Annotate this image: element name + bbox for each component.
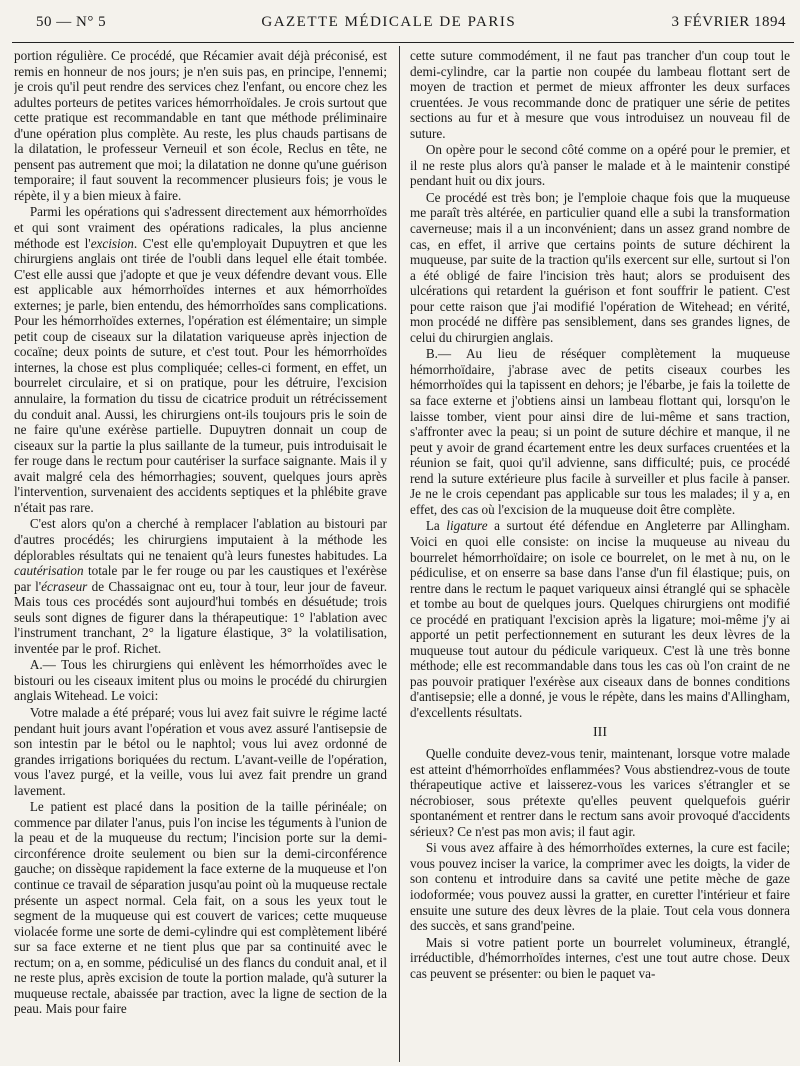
journal-title: GAZETTE MÉDICALE DE PARIS	[261, 14, 517, 30]
emphasis: cautérisation	[14, 563, 84, 579]
paragraph: C'est alors qu'on a cherché à remplacer l'ablation au bistouri par d'autres procédés; les chirurgiens imputaient à la méthode les déplorables résultats qui ne tenaient qu'à leurs funestes habitudes. La cautérisation totale par le fer rouge ou par les caustiques et l'exérèse par l'écraseur de Chassaignac ont eu, tour à tour, leur jour de faveur. Mais tous ces procédés sont aujourd'hui tombés en désuétude; trois seuls sont dignes de figurer dans la thérapeutique: 1° l'ablation avec l'instrument tranchant, 2° la ligature élastique, 3° la volatilisation, inventée par le prof. Richet.	[14, 516, 387, 656]
paragraph: Votre malade a été préparé; vous lui avez fait suivre le régime lacté pendant huit jours avant l'opération et vous avez assuré l'antisepsie de son intestin par le bétol ou le naphtol; vous lui avez ordonné de grandes irrigations boriquées du rectum. L'avant-veille de l'opération, vous l'avez purgé, et la veille, vous lui avez fait prendre un grand lavement.	[14, 704, 387, 798]
paragraph: portion régulière. Ce procédé, que Récamier avait déjà préconisé, est remis en honneur de nos jours; je n'en suis pas, en principe, l'ennemi; je crois qu'il peut rendre des services chez l'enfant, ou encore chez les adultes porteurs de petites varices hémorrhoïdales. Je crois surtout que cette pratique est recommandable en tant que méthode préliminaire d'une opération plus complète. Au reste, les plus chauds partisans de la dilatation, le professeur Verneuil et son école, Reclus en tête, ne pensent pas autrement que moi; la dilatation ne donne qu'une guérison temporaire; il faut souvent la recommencer plusieurs fois; je vous le répète, il y a bien mieux à faire.	[14, 48, 387, 203]
emphasis: ligature	[446, 518, 488, 534]
paragraph: Mais si votre patient porte un bourrelet volumineux, étranglé, irréductible, d'hémorrhoïdes internes, c'est une tout autre chose. Deux cas peuvent se présenter: ou bien le paquet va-	[410, 934, 790, 981]
paragraph: Le patient est placé dans la position de la taille périnéale; on commence par dilater l'anus, puis l'on incise les téguments à l'union de la peau et de la muqueuse du rectum; l'incision porte sur la demi-circonférence droite seulement ou bien sur la demi-circonférence gauche; on dissèque rapidement la face externe de la muqueuse et l'on continue ce travail de séparation jusqu'au point où la muqueuse rectale présente un aspect normal. Cela fait, on a sous les yeux tout le segment de la muqueuse qui est couvert de varices; cette muqueuse violacée forme une sorte de demi-cylindre qui est complètement libéré sur sa face externe et ne tient plus que par sa continuité avec le rectum; on a, en somme, pédiculisé un des flancs du conduit anal, et il ne reste plus, après excision de toute la portion malade, qu'à suturer la muqueuse rectale, abaissée par traction, avec la ligne de section de la peau. Mais pour faire	[14, 799, 387, 1017]
paragraph: La ligature a surtout été défendue en Angleterre par Allingham. Voici en quoi elle consiste: on incise la muqueuse au niveau du bourrelet hémorrhoïdaire; on isole ce bourrelet, on le met à nu, on le pédiculise, et on enserre sa base dans l'anse d'un fil élastique; puis, on rentre dans le rectum le paquet variqueux ainsi étranglé qui se sphacèle et tombe au bout de quelques jours. Quelques chirurgiens ont modifié ce procédé en pratiquant l'excision après la ligature; moi-même j'y ai apporté un petit perfectionnement en suturant les deux lèvres de la muqueuse tout autour du pédicule variqueux. C'est là une très bonne méthode; elle est recommandable dans tous les cas où l'on craint de ne pas pouvoir pratiquer l'exérèse aux ciseaux dans de bonnes conditions d'antisepsie; elle a donné, je vous le répète, dans les mains d'Allingham, d'excellents résultats.	[410, 518, 790, 720]
emphasis: excision	[90, 235, 134, 251]
paragraph: A.— Tous les chirurgiens qui enlèvent les hémorrhoïdes avec le bistouri ou les ciseaux imitent plus ou moins le procédé du chirurgien anglais Witehead. Le voici:	[14, 657, 387, 704]
right-column	[410, 48, 790, 1060]
paragraph: cette suture commodément, il ne faut pas trancher d'un coup tout le demi-cylindre, car la partie non coupée du lambeau flottant sert de moyen de traction et permet de mieux affronter les deux surfaces cruentées. Je vous recommande donc de pratiquer une série de petites sections au fur et à mesure que vous introduisez un nouveau fil de suture.	[410, 48, 790, 141]
paragraph: Ce procédé est très bon; je l'emploie chaque fois que la muqueuse me paraît très altérée, en particulier quand elle a subi la transformation caverneuse; mais il a un inconvénient; dans un assez grand nombre de cas, en effet, il arrive que certains points de suture déchirent la muqueuse, par suite de la traction qu'ils exercent sur elle, surtout si l'on a été obligé de faire l'incision très haut; alors se produisent des ulcérations qui retardent la guérison et font souffrir le patient. C'est pour cette raison que j'ai modifié l'opération de Witehead; en vérité, mon procédé ne diffère pas sensiblement, dans ses grandes lignes, de celui du chirurgien anglais.	[410, 189, 790, 345]
header-rule	[12, 42, 794, 43]
paragraph: Si vous avez affaire à des hémorrhoïdes externes, la cure est facile; vous pouvez inciser la varice, la comprimer avec les doigts, la vider de son contenu et introduire dans sa cavité une petite mèche de gaze iodoformée; vous pouvez aussi la gratter, en curetter l'intérieur et faire ensuite une suture des deux lèvres de la plaie. Tout cela vous donnera des succès, et sans grand'peine.	[410, 840, 790, 934]
issue-date: 3 FÉVRIER 1894	[671, 14, 786, 30]
page-header	[36, 14, 786, 40]
left-column	[14, 48, 387, 1060]
paragraph: B.— Au lieu de réséquer complètement la muqueuse hémorrhoïdaire, j'abrase avec de petits ciseaux courbes les hémorrhoïdes qui la tapissent en dehors; je l'ébarbe, je fais la toilette de sa face externe et j'obtiens ainsi un lambeau flottant qui, lorsqu'on le laisse tomber, vient pour ainsi dire de lui-même et sans traction, s'affronter avec la peau; si un point de suture déchire et manque, il ne peut y avoir de grand écartement entre les deux surfaces cruentées et la réunion se fait, quoi qu'il advienne, sans difficulté; puis, ce procédé rend la suture extérieure plus facile à surveiller et plus facile à panser. Je ne le crois cependant pas applicable sur tous les malades; il y a, en effet, des cas où l'excision de la muqueuse doit être complète.	[410, 346, 790, 517]
page-number: 50 — N° 5	[36, 14, 107, 30]
emphasis: écraseur	[41, 578, 88, 594]
paragraph: On opère pour le second côté comme on a opéré pour le premier, et il ne reste plus alors qu'à panser le malade et à le maintenir constipé pendant huit ou dix jours.	[410, 142, 790, 189]
paragraph: Quelle conduite devez-vous tenir, maintenant, lorsque votre malade est atteint d'hémorrhoïdes enflammées? Vous abstiendrez-vous de toute thérapeutique active et laisserez-vous les varices s'étrangler et se nécrobioser, sous prétexte qu'elles peuvent quelquefois guérir spontanément et rentrer dans le rectum sans avoir provoqué d'accidents sérieux? Ce n'est pas mon avis; il faut agir.	[410, 746, 790, 839]
paragraph: Parmi les opérations qui s'adressent directement aux hémorrhoïdes et qui sont vraiment des opérations radicales, la plus ancienne méthode est l'excision. C'est elle qu'employait Dupuytren et que les chirurgiens anglais ont tirée de l'oubli dans lequel elle était tombée. C'est elle aussi que j'adopte et que je veux défendre devant vous. Elle est applicable aux hémorrhoïdes internes et aux hémorrhoïdes externes; je parle, bien entendu, des hémorrhoïdes sans complications. Pour les hémorrhoïdes externes, l'opération est élémentaire; un simple petit coup de ciseaux sur la dilatation variqueuse après injection de cocaïne; deux points de suture, et c'est tout. Pour les hémorrhoïdes internes, la chose est plus compliquée; celles-ci forment, en effet, un bourrelet circulaire, et si on pratique, pour les détruire, l'excision annulaire, la formation du tissu de cicatrice produit un rétrécissement du conduit anal. Aussi, les chirurgiens ont-ils toujours pris le soin de ne faire qu'une exérèse partielle. Dupuytren donnait un coup de ciseaux sur la partie la plus saillante de la tumeur, puis introduisait le fer rouge dans le rectum pour cautériser la surface saignante. Mais il y avait malgré cela des hémorrhagies; souvent, quelques jours après l'intervention, survenaient des accidents septiques et la phlébite grave n'était pas rare.	[14, 204, 387, 515]
column-divider	[399, 46, 400, 1062]
section-heading: III	[593, 724, 607, 740]
